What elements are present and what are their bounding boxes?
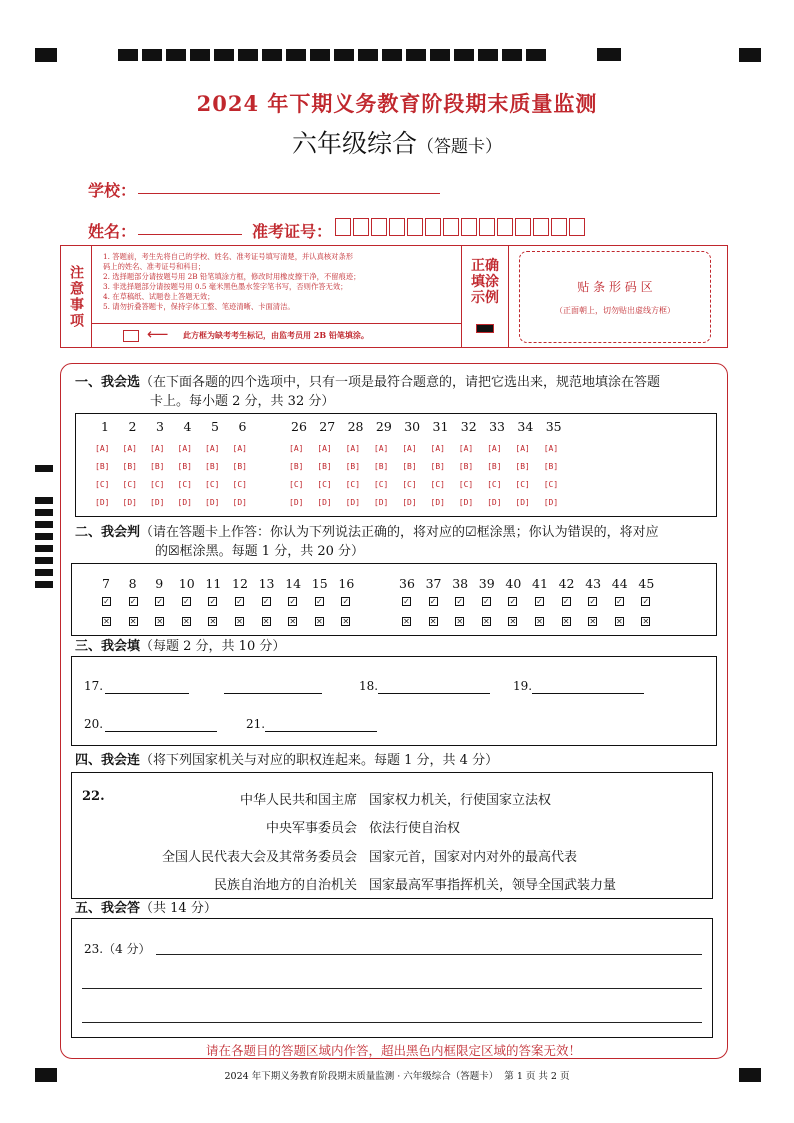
q23-label: 23.（4 分） — [84, 942, 151, 956]
question-number: 45 — [638, 576, 655, 591]
false-checkbox[interactable]: ✕ — [209, 617, 217, 626]
boundary-warning: 请在各题目的答题区域内作答，超出黑色内框限定区域的答案无效！ — [205, 1043, 581, 1058]
subject-title: 六年级综合 — [291, 129, 417, 158]
fill-line-17b[interactable] — [224, 693, 322, 694]
question-number: 8 — [128, 576, 137, 591]
fill-label-19: 19. — [513, 679, 533, 693]
timing-mark — [238, 49, 258, 61]
id-digit-box[interactable] — [335, 218, 351, 236]
absent-checkbox[interactable] — [123, 330, 139, 342]
option-bubble[interactable]: [D] — [177, 498, 192, 507]
timing-mark — [454, 49, 474, 61]
true-checkbox[interactable]: ✓ — [615, 597, 623, 606]
false-checkbox[interactable]: ✕ — [103, 617, 110, 626]
option-bubble[interactable]: [A] — [232, 444, 247, 453]
option-bubble[interactable]: [A] — [373, 444, 389, 453]
notice-item: 4. 在草稿纸、试题卷上答题无效； — [103, 292, 215, 301]
fill-answer-box — [71, 656, 717, 746]
question-number: 34 — [517, 419, 534, 434]
question-number: 32 — [460, 419, 477, 434]
fill-label-20: 20. — [84, 717, 104, 731]
option-bubble[interactable]: [B] — [430, 462, 445, 471]
question-number: 4 — [183, 419, 192, 434]
option-bubble[interactable]: [B] — [515, 462, 530, 471]
fill-label-18: 18. — [359, 679, 379, 693]
page-footer: 2024 年下期义务教育阶段期末质量监测 · 六年级综合（答题卡） 第 1 页 共 2 页 — [224, 1071, 570, 1082]
question-number: 30 — [404, 419, 421, 434]
false-checkbox[interactable]: ✕ — [182, 617, 190, 626]
false-checkbox[interactable]: ✕ — [642, 617, 650, 626]
option-bubble[interactable]: [D] — [402, 498, 417, 507]
option-bubble[interactable]: [C] — [402, 480, 417, 489]
timing-mark — [262, 49, 282, 61]
section1-instr: （在下面各题的四个选项中，只有一项是最符合题意的，请把它选出来，规范地填涂在答题 — [140, 375, 661, 390]
question-number: 11 — [205, 576, 222, 591]
id-digit-box[interactable] — [533, 218, 549, 236]
option-bubble[interactable]: [B] — [205, 462, 220, 471]
question-number: 2 — [128, 419, 137, 434]
false-checkbox[interactable]: ✕ — [315, 617, 323, 626]
timing-mark — [166, 49, 186, 61]
exam-title: 2024 年下期义务教育阶段期末质量监测 — [196, 91, 598, 116]
option-bubble[interactable]: [C] — [487, 480, 502, 489]
option-bubble[interactable]: [A] — [345, 444, 361, 453]
true-checkbox[interactable]: ✓ — [509, 597, 517, 606]
question-number: 41 — [532, 576, 548, 591]
barcode-note: （正面朝上，切勿贴出虚线方框） — [555, 306, 675, 315]
timing-mark — [406, 49, 426, 61]
question-number: 38 — [452, 576, 469, 591]
false-checkbox[interactable]: ✕ — [429, 617, 437, 626]
question-number: 40 — [505, 576, 522, 591]
notice-list — [103, 252, 459, 312]
question-number: 6 — [238, 419, 247, 434]
question-number: 1 — [101, 419, 109, 434]
option-bubble[interactable]: [B] — [402, 462, 417, 471]
true-checkbox[interactable]: ✓ — [182, 597, 190, 606]
timing-mark — [35, 509, 53, 516]
fill-example-label: 正确填涂示例 — [471, 258, 499, 306]
judge-answer-box — [71, 563, 717, 636]
match-right-item[interactable]: 依法行使自治权 — [369, 821, 461, 836]
option-bubble[interactable]: [C] — [289, 480, 304, 489]
option-bubble[interactable]: [B] — [289, 462, 304, 471]
fill-line-17[interactable] — [105, 693, 189, 694]
true-checkbox[interactable]: ✓ — [429, 597, 437, 606]
question-number: 43 — [585, 576, 602, 591]
fill-label-17: 17. — [84, 679, 104, 693]
option-bubble[interactable]: [D] — [317, 498, 332, 507]
answer-area — [60, 363, 728, 1059]
notice-item: 5. 请勿折叠答题卡，保持字体工整、笔迹清晰、卡面清洁。 — [103, 302, 295, 311]
false-checkbox[interactable]: ✕ — [615, 617, 623, 626]
option-bubble[interactable]: [B] — [232, 462, 247, 471]
option-bubble[interactable]: [D] — [373, 498, 389, 507]
timing-track-top — [118, 49, 550, 61]
option-bubble[interactable]: [B] — [373, 462, 389, 471]
notice-item: 2. 选择题部分请按题号用 2B 铅笔填涂方框，修改时用橡皮擦干净，不留痕迹； — [103, 272, 361, 281]
id-digit-box[interactable] — [479, 218, 495, 236]
question-number: 28 — [347, 419, 364, 434]
choice-answer-box — [75, 413, 717, 517]
id-digit-box[interactable] — [407, 218, 423, 236]
notice-item: 码上的姓名、准考证号和科目； — [103, 262, 206, 271]
answer-line[interactable] — [82, 988, 702, 989]
timing-mark — [526, 49, 546, 61]
true-checkbox[interactable]: ✓ — [456, 597, 464, 606]
match-left-item[interactable]: 中华人民共和国主席 — [239, 793, 357, 808]
false-checkbox[interactable]: ✕ — [403, 617, 410, 626]
id-digit-box[interactable] — [551, 218, 567, 236]
fill-label-21: 21. — [246, 717, 266, 731]
option-bubble[interactable]: [A] — [487, 444, 502, 453]
true-checkbox[interactable]: ✓ — [482, 597, 490, 606]
option-bubble[interactable]: [B] — [150, 462, 165, 471]
timing-mark — [310, 49, 330, 61]
timing-mark — [35, 581, 53, 588]
question-number: 16 — [338, 576, 355, 591]
fill-example-cell — [461, 246, 509, 347]
option-bubble[interactable]: [C] — [430, 480, 445, 489]
option-bubble[interactable]: [A] — [430, 444, 445, 453]
true-checkbox[interactable]: ✓ — [403, 597, 410, 606]
option-bubble[interactable]: [C] — [458, 480, 474, 489]
section5-header — [75, 899, 217, 918]
page-title — [0, 124, 794, 160]
fill-line-20[interactable] — [105, 731, 217, 732]
option-bubble[interactable]: [A] — [122, 444, 137, 453]
absent-note: 此方框为缺考考生标记，由监考员用 2B 铅笔填涂。 — [183, 330, 369, 340]
barcode-area — [519, 251, 711, 343]
section2-instr2: 的☒框涂黑。每题 1 分，共 20 分） — [155, 544, 364, 559]
true-checkbox[interactable]: ✓ — [262, 597, 270, 606]
match-left-item[interactable]: 民族自治地方的自治机关 — [213, 878, 357, 893]
option-bubble[interactable]: [B] — [317, 462, 332, 471]
name-field[interactable] — [138, 234, 242, 235]
false-checkbox[interactable]: ✕ — [262, 617, 270, 626]
option-bubble[interactable]: [C] — [122, 480, 137, 489]
match-right-item[interactable]: 国家最高军事指挥机关，领导全国武装力量 — [369, 878, 617, 893]
option-bubble[interactable]: [C] — [543, 480, 559, 489]
question-number: 13 — [258, 576, 275, 591]
true-checkbox[interactable]: ✓ — [536, 597, 543, 606]
false-checkbox[interactable]: ✕ — [482, 617, 490, 626]
section2-header — [75, 523, 659, 561]
option-bubble[interactable]: [A] — [177, 444, 192, 453]
id-digit-box[interactable] — [461, 218, 477, 236]
option-bubble[interactable]: [B] — [543, 462, 559, 471]
match-left-item[interactable]: 中央军事委员会 — [265, 821, 357, 836]
question-number: 26 — [291, 419, 307, 434]
corner-mark-top-center — [597, 48, 621, 61]
question-number: 7 — [102, 576, 110, 591]
false-checkbox[interactable]: ✕ — [589, 617, 597, 626]
section4-instr: （将下列国家机关与对应的职权连起来。每题 1 分，共 4 分） — [140, 753, 499, 768]
question-number: 27 — [319, 419, 336, 434]
question-number: 14 — [285, 576, 302, 591]
option-bubble[interactable]: [B] — [345, 462, 361, 471]
section1-title: 一、我会选 — [75, 375, 141, 390]
option-bubble[interactable]: [A] — [458, 444, 474, 453]
option-bubble[interactable]: [D] — [430, 498, 445, 507]
timing-mark — [35, 497, 53, 504]
question-number: 9 — [155, 576, 164, 591]
question-number: 29 — [375, 419, 392, 434]
option-bubble[interactable]: [C] — [515, 480, 530, 489]
option-bubble[interactable]: [C] — [150, 480, 165, 489]
absent-row — [91, 323, 461, 348]
option-bubble[interactable]: [A] — [543, 444, 559, 453]
question-number: 15 — [311, 576, 328, 591]
timing-mark — [382, 49, 402, 61]
id-digit-box[interactable] — [497, 218, 513, 236]
section1-instr2: 卡上。每小题 2 分，共 32 分） — [150, 394, 335, 409]
question-number: 33 — [489, 419, 505, 434]
notice-item: 3. 非选择题部分请按题号用 0.5 毫米黑色墨水签字笔书写，否则作答无效； — [103, 282, 348, 291]
option-bubble[interactable]: [B] — [177, 462, 192, 471]
fill-line-18[interactable] — [378, 693, 490, 694]
question-number: 12 — [232, 576, 248, 591]
timing-mark — [35, 465, 53, 472]
false-checkbox[interactable]: ✕ — [289, 617, 297, 626]
section1-header — [75, 373, 660, 411]
arrow-left-icon: ⟵ — [147, 325, 169, 343]
essay-answer-box — [71, 918, 713, 1038]
option-bubble[interactable]: [D] — [122, 498, 137, 507]
option-bubble[interactable]: [A] — [515, 444, 530, 453]
true-checkbox[interactable]: ✓ — [103, 597, 110, 606]
timing-mark — [334, 49, 354, 61]
timing-mark — [35, 533, 53, 540]
question-number: 3 — [156, 419, 164, 434]
section3-title: 三、我会填 — [75, 639, 141, 654]
option-bubble[interactable]: [A] — [317, 444, 332, 453]
notice-title: 注意事项 — [68, 264, 84, 329]
option-bubble[interactable]: [A] — [289, 444, 304, 453]
question-number: 37 — [425, 576, 442, 591]
school-label: 学校： — [88, 181, 137, 200]
true-checkbox[interactable]: ✓ — [129, 597, 137, 606]
notice-panel — [60, 245, 728, 348]
corner-mark-top-right — [739, 48, 761, 62]
timing-mark — [478, 49, 498, 61]
option-bubble[interactable]: [C] — [205, 480, 220, 489]
section5-title: 五、我会答 — [75, 901, 141, 916]
match-answer-box — [71, 772, 713, 899]
option-bubble[interactable]: [D] — [543, 498, 559, 507]
true-checkbox[interactable]: ✓ — [342, 597, 350, 606]
match-qnum: 22. — [82, 789, 105, 804]
timing-mark — [190, 49, 210, 61]
id-digit-box[interactable] — [371, 218, 387, 236]
question-number: 44 — [611, 576, 628, 591]
id-digit-box[interactable] — [443, 218, 459, 236]
section3-header — [75, 637, 285, 656]
section3-instr: （每题 2 分，共 10 分） — [140, 639, 286, 654]
timing-mark — [142, 49, 162, 61]
true-checkbox[interactable]: ✓ — [315, 597, 323, 606]
option-bubble[interactable]: [D] — [515, 498, 530, 507]
option-bubble[interactable]: [D] — [289, 498, 304, 507]
fill-line-19[interactable] — [532, 693, 644, 694]
school-field[interactable] — [138, 193, 440, 194]
notice-item: 1. 答题前，考生先将自己的学校、姓名、准考证号填写清楚，并认真核对条形 — [103, 252, 354, 261]
option-bubble[interactable]: [A] — [402, 444, 417, 453]
match-left-item[interactable]: 全国人民代表大会及其常务委员会 — [161, 850, 357, 865]
option-bubble[interactable]: [D] — [487, 498, 502, 507]
name-label: 姓名： — [88, 222, 137, 241]
timing-mark — [502, 49, 522, 61]
option-bubble[interactable]: [C] — [95, 480, 110, 489]
option-bubble[interactable]: [C] — [345, 480, 361, 489]
option-bubble[interactable]: [C] — [373, 480, 389, 489]
option-bubble[interactable]: [D] — [458, 498, 474, 507]
timing-mark — [35, 569, 53, 576]
option-bubble[interactable]: [B] — [458, 462, 474, 471]
option-bubble[interactable]: [C] — [232, 480, 247, 489]
option-bubble[interactable]: [B] — [487, 462, 502, 471]
section5-instr: （共 14 分） — [140, 901, 217, 916]
question-number: 36 — [399, 576, 415, 591]
timing-mark — [358, 49, 378, 61]
false-checkbox[interactable]: ✕ — [536, 617, 543, 626]
option-bubble[interactable]: [A] — [150, 444, 165, 453]
timing-mark — [430, 49, 450, 61]
id-digit-box[interactable] — [515, 218, 531, 236]
true-checkbox[interactable]: ✓ — [589, 597, 597, 606]
id-digit-box[interactable] — [425, 218, 441, 236]
timing-track-side — [35, 465, 53, 581]
answer-line[interactable] — [156, 954, 702, 955]
false-checkbox[interactable]: ✕ — [509, 617, 517, 626]
option-bubble[interactable]: [D] — [150, 498, 165, 507]
true-checkbox[interactable]: ✓ — [156, 597, 164, 606]
question-number: 10 — [178, 576, 195, 591]
filled-bubble-example — [476, 324, 494, 333]
timing-mark — [214, 49, 234, 61]
false-checkbox[interactable]: ✕ — [129, 617, 137, 626]
question-number: 39 — [478, 576, 495, 591]
true-checkbox[interactable]: ✓ — [289, 597, 297, 606]
option-bubble[interactable]: [C] — [177, 480, 192, 489]
option-bubble[interactable]: [D] — [95, 498, 110, 507]
timing-mark — [286, 49, 306, 61]
section2-title: 二、我会判 — [75, 525, 141, 540]
option-bubble[interactable]: [C] — [317, 480, 332, 489]
corner-mark-top-left — [35, 48, 57, 62]
match-right-item[interactable]: 国家权力机关，行使国家立法权 — [369, 793, 552, 808]
false-checkbox[interactable]: ✕ — [156, 617, 164, 626]
timing-mark — [35, 521, 53, 528]
question-number: 35 — [545, 419, 562, 434]
option-bubble[interactable]: [B] — [95, 462, 110, 471]
true-checkbox[interactable]: ✓ — [562, 597, 570, 606]
timing-mark — [35, 557, 53, 564]
option-bubble[interactable]: [B] — [122, 462, 137, 471]
true-checkbox[interactable]: ✓ — [209, 597, 217, 606]
true-checkbox[interactable]: ✓ — [236, 597, 243, 606]
section4-header — [75, 751, 498, 770]
barcode-title: 贴 条 形 码 区 — [577, 280, 653, 294]
notice-title-cell — [61, 246, 92, 347]
false-checkbox[interactable]: ✕ — [456, 617, 464, 626]
section4-title: 四、我会连 — [75, 753, 141, 768]
timing-mark — [118, 49, 138, 61]
id-label: 准考证号： — [252, 222, 333, 241]
subtitle-suffix: （答题卡） — [417, 137, 502, 157]
fill-line-21[interactable] — [265, 731, 377, 732]
option-bubble[interactable]: [D] — [205, 498, 220, 507]
false-checkbox[interactable]: ✕ — [236, 617, 243, 626]
id-digit-box[interactable] — [353, 218, 369, 236]
option-bubble[interactable]: [A] — [95, 444, 110, 453]
match-right-item[interactable]: 国家元首，国家对内对外的最高代表 — [369, 850, 578, 865]
option-bubble[interactable]: [D] — [345, 498, 361, 507]
section2-instr: （请在答题卡上作答：你认为下列说法正确的，将对应的☑框涂黑；你认为错误的，将对应 — [140, 525, 659, 540]
false-checkbox[interactable]: ✕ — [342, 617, 350, 626]
id-digit-box[interactable] — [389, 218, 405, 236]
false-checkbox[interactable]: ✕ — [562, 617, 570, 626]
option-bubble[interactable]: [A] — [205, 444, 220, 453]
true-checkbox[interactable]: ✓ — [642, 597, 650, 606]
timing-mark — [35, 545, 53, 552]
answer-line[interactable] — [82, 1022, 702, 1023]
question-number: 5 — [211, 419, 219, 434]
option-bubble[interactable]: [D] — [232, 498, 247, 507]
question-number: 42 — [558, 576, 575, 591]
id-digit-box[interactable] — [569, 218, 585, 236]
question-number: 31 — [432, 419, 449, 434]
